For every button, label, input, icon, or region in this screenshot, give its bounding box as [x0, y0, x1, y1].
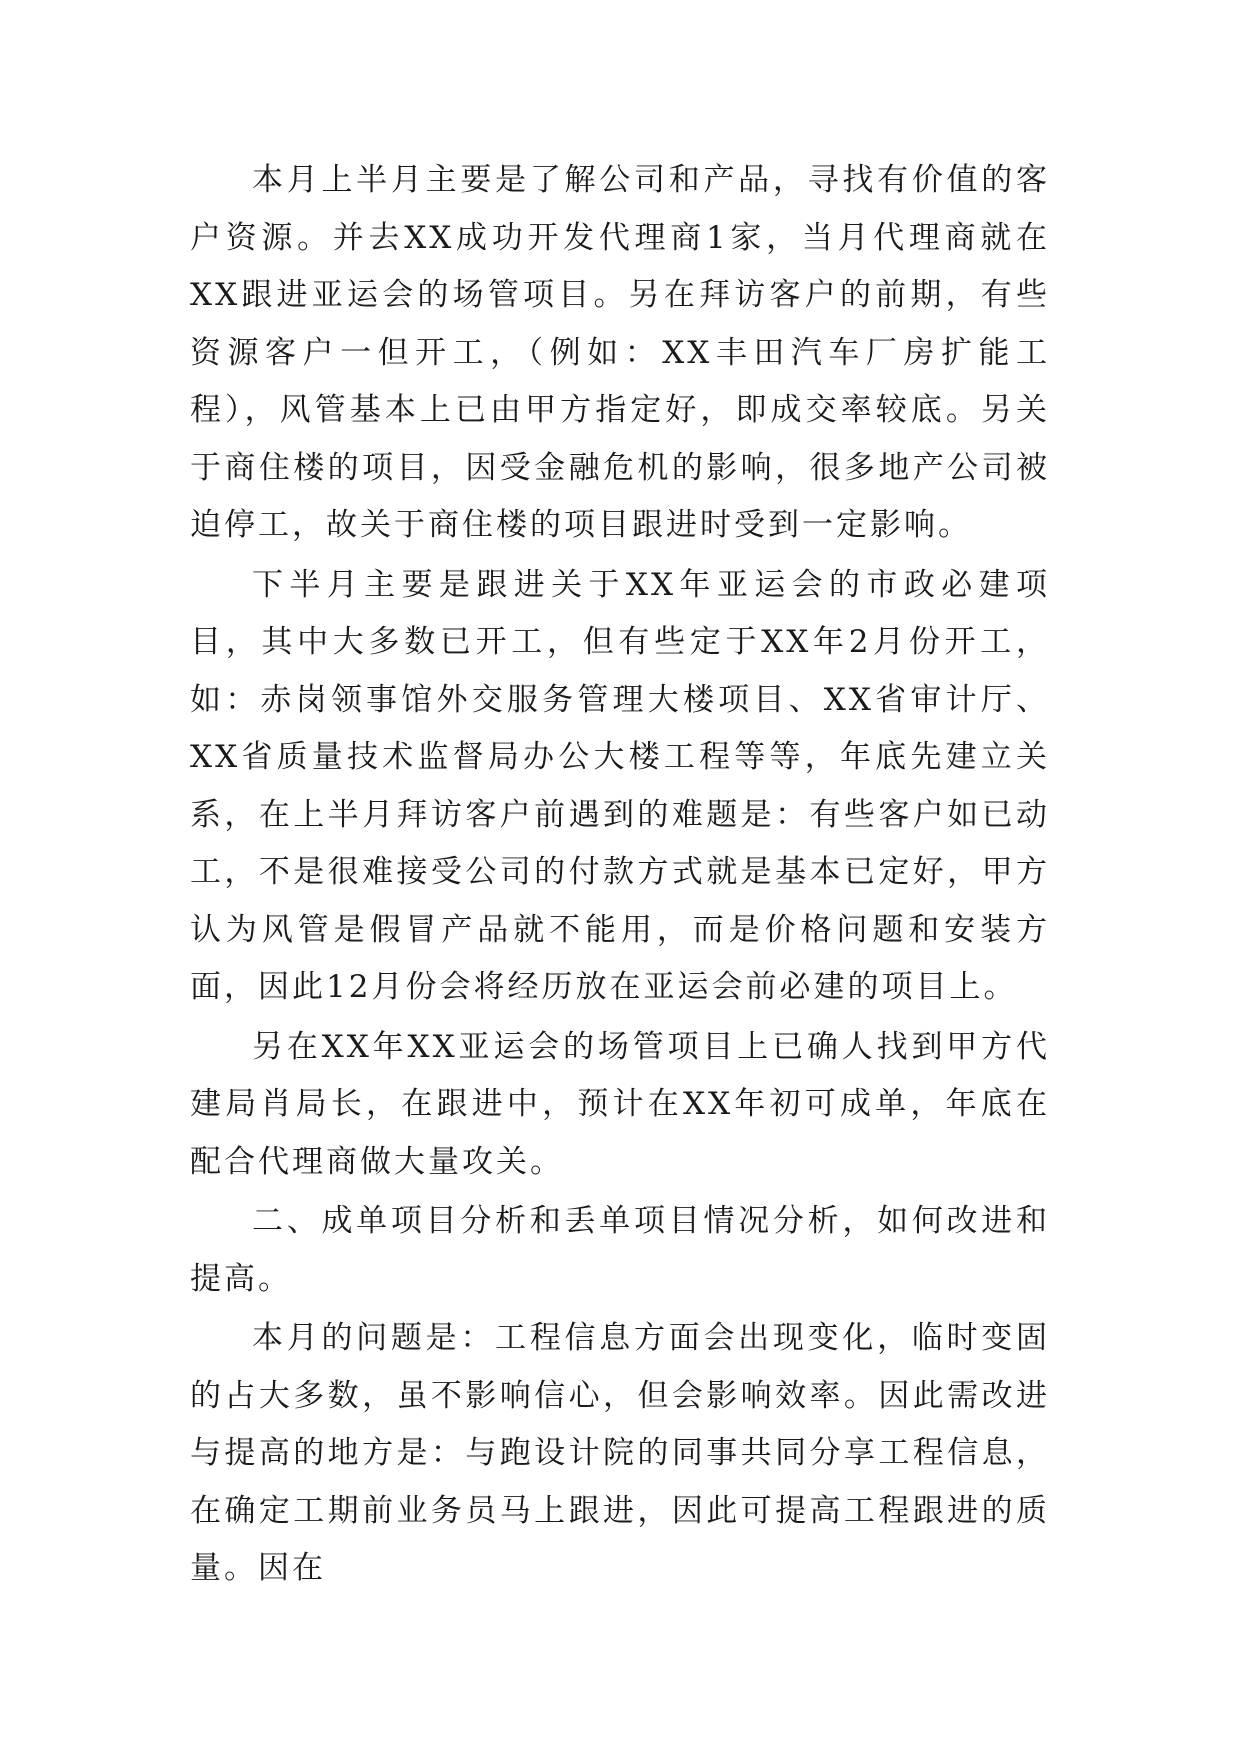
paragraph-first-half-month: 本月上半月主要是了解公司和产品，寻找有价值的客户资源。并去XX成功开发代理商1家，当月代理商就在XX跟进亚运会的场管项目。另在拜访客户的前期，有些资源客户一但开工，（例如：XX丰田汽车厂房扩能工程），风管基本上已由甲方指定好，即成交率较底。另关于商住楼的项目，因受金融危机的影响，很多地产公司被迫停工，故关于商住楼的项目跟进时受到一定影响。	[190, 162, 1050, 543]
paragraph-monthly-problems: 本月的问题是：工程信息方面会出现变化，临时变固的占大多数，虽不影响信心，但会影响效率。因此需改进与提高的地方是：与跑设计院的同事共同分享工程信息，在确定工期前业务员马上跟进，因此可提高工程跟进的质量。因在	[190, 1320, 1050, 1586]
section-heading-order-analysis: 二、成单项目分析和丢单项目情况分析，如何改进和提高。	[190, 1203, 1050, 1297]
document-body	[190, 152, 1050, 1600]
paragraph-asian-games-venue: 另在XX年XX亚运会的场管项目上已确人找到甲方代建局肖局长，在跟进中，预计在XX年初可成单，年底在配合代理商做大量攻关。	[190, 1028, 1050, 1180]
paragraph-second-half-month: 下半月主要是跟进关于XX年亚运会的市政必建项目，其中大多数已开工，但有些定于XX年2月份开工，如：赤岗领事馆外交服务管理大楼项目、XX省审计厅、XX省质量技术监督局办公大楼工程等等，年底先建立关系，在上半月拜访客户前遇到的难题是：有些客户如已动工，不是很难接受公司的付款方式就是基本已定好，甲方认为风管是假冒产品就不能用，而是价格问题和安装方面，因此12月份会将经历放在亚运会前必建的项目上。	[190, 566, 1050, 1005]
